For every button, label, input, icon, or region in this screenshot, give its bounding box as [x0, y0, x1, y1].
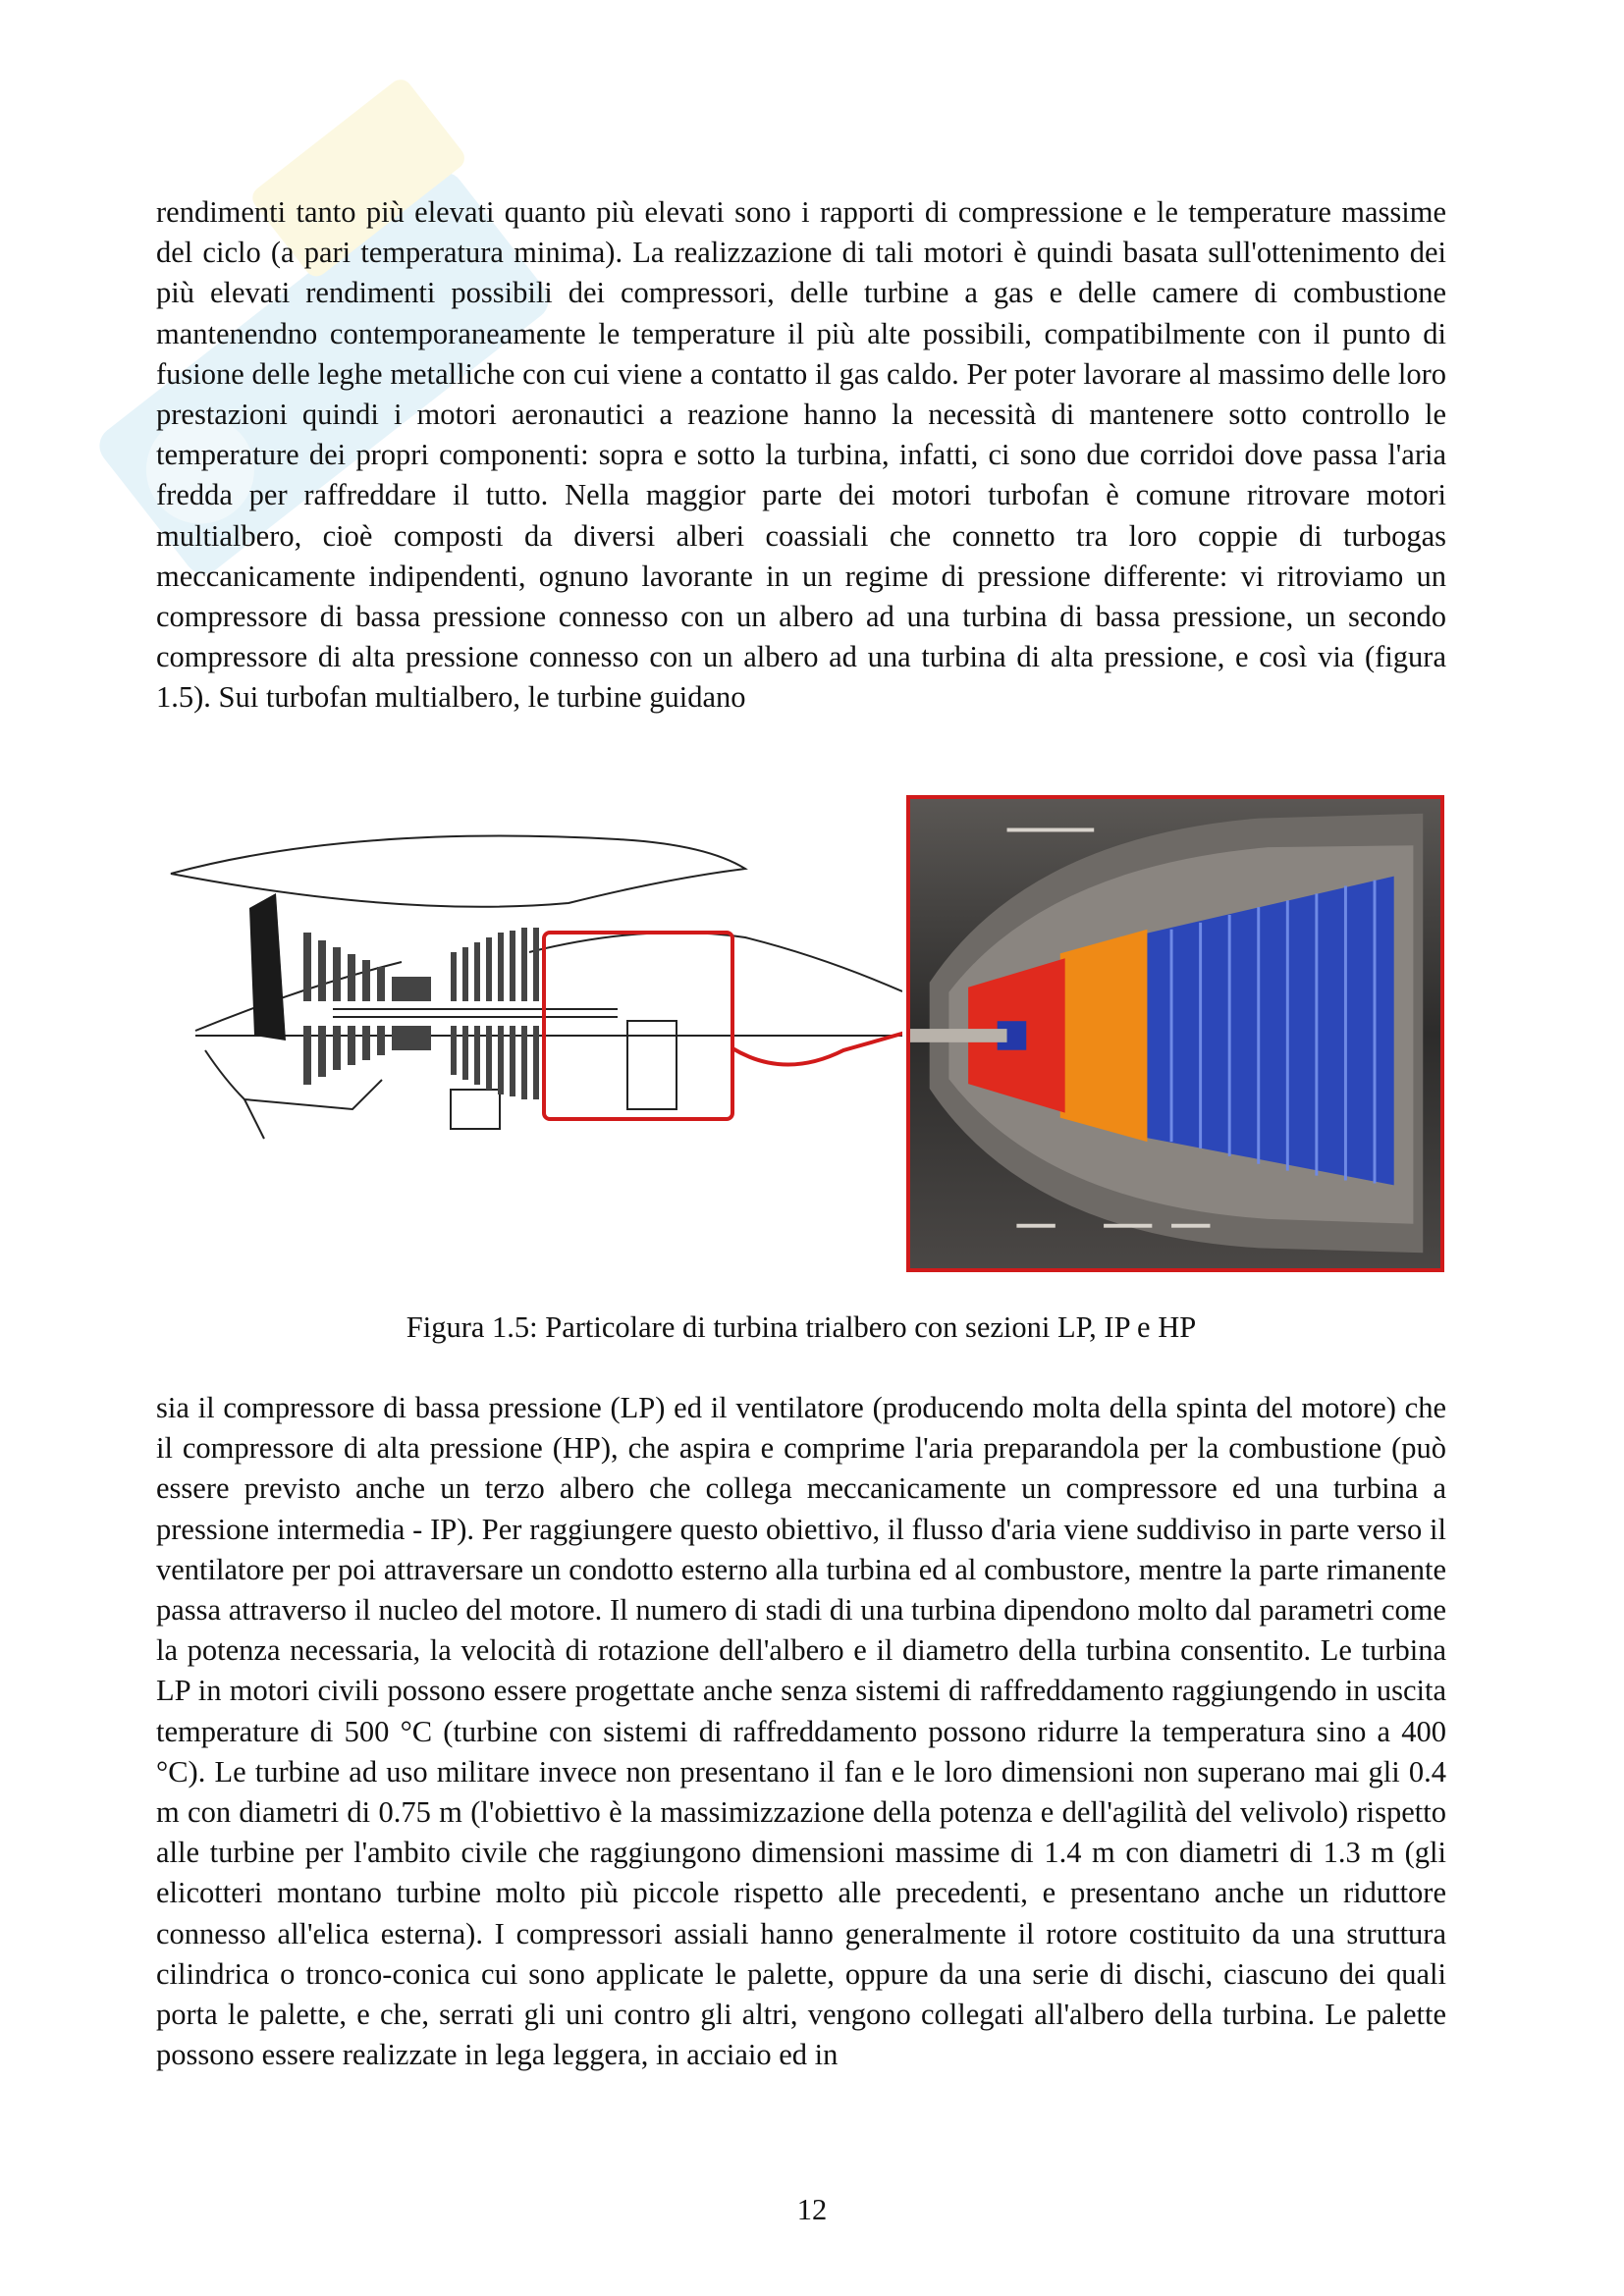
body-paragraph-1: rendimenti tanto più elevati quanto più elevati sono i rapporti di compressione e le temperature massime del ciclo (a pari temperatura minima). La realizzazione di tali motori è quindi basata sull'ottenimento dei più elevati rendimenti possibili dei compressori, delle turbine a gas e delle camere di combustione mantenendno contemporaneamente le temperature il più alte possibili, compatibilmente con il punto di fusione delle leghe metalliche con cui viene a contatto il gas caldo. Per poter lavorare al massimo delle loro prestazioni quindi i motori aeronautici a reazione hanno la necessità di mantenere sotto controllo le temperature dei propri componenti: sopra e sotto la turbina, infatti, ci sono due corridoi dove passa l'aria fredda per raffreddare il tutto. Nella maggior parte dei motori turbofan è comune ritrovare motori multialbero, cioè composti da diversi alberi coassiali che connetto tra loro coppie di turbogas meccanicamente indipendenti, ognuno lavorante in un regime di pressione differente: vi ritroviamo un compressore di bassa pressione connesso con un albero ad una turbina di bassa pressione, un secondo compressore di alta pressione connesso con un albero ad una turbina di alta pressione, e così via (figura 1.5). Sui turbofan multialbero, le turbine guidano	[156, 195, 1446, 715]
body-paragraph-2: sia il compressore di bassa pressione (LP) ed il ventilatore (producendo molta della spinta del motore) che il compressore di alta pressione (HP), che aspira e comprime l'aria preparandola per la combustione (può essere previsto anche un terzo albero che collega meccanicamente un compressore ed una turbina a pressione intermedia - IP). Per raggiungere questo obiettivo, il flusso d'aria viene suddiviso in parte verso il ventilatore per poi attraversare un condotto esterno alla turbina ed al combustore, mentre la parte rimanente passa attraverso il nucleo del motore. Il numero di stadi di una turbina dipendono molto dal parametri come la potenza necessaria, la velocità di rotazione dell'albero e il diametro della turbina consentito. Le turbina LP in motori civili possono essere progettate anche senza sistemi di raffreddamento raggiungendo in uscita temperature di 500 °C (turbine con sistemi di raffreddamento possono ridurre la temperatura sino a 400 °C). Le turbine ad uso militare invece non presentano il fan e le loro dimensioni non superano mai gli 0.4 m con diametri di 0.75 m (l'obiettivo è la massimizzazione della potenza e dell'agilità del velivolo) rispetto alle turbine per l'ambito civile che raggiungono dimensioni massime di 1.4 m con diametri di 1.3 m (gli elicotteri montano turbine molto più piccole rispetto alle precedenti, e presentano anche un riduttore connesso all'elica esterna). I compressori assiali hanno generalmente il rotore costituito da una struttura cilindrica o tronco-conica cui sono applicate le palette, oppure da una serie di dischi, ciascuno dei quali porta le palette, e che, serrati gli uni contro gli altri, vengono collegati all'albero della turbina. Le palette possono essere realizzate in lega leggera, in acciaio ed in	[156, 1391, 1446, 2072]
engine-cross-section-drawing	[156, 785, 902, 1286]
figure-1-5	[156, 785, 1446, 1286]
turbine-cutaway-render	[906, 795, 1444, 1272]
figure-caption: Figura 1.5: Particolare di turbina trialbero con sezioni LP, IP e HP	[406, 1310, 1197, 1344]
page-number: 12	[796, 2193, 828, 2226]
